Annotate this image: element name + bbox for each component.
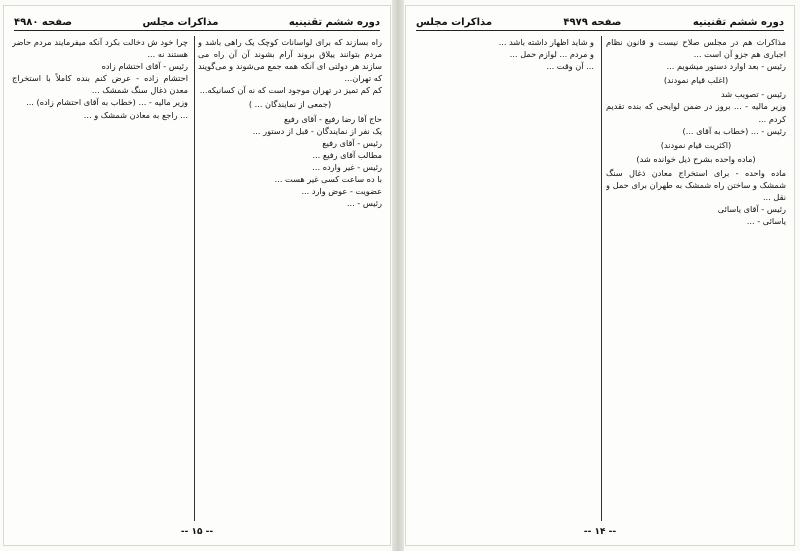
column-divider bbox=[601, 36, 602, 521]
text-paragraph: (ماده واحده بشرح ذیل خوانده شد) bbox=[636, 153, 756, 164]
right-title: مذاکرات مجلس bbox=[416, 16, 493, 28]
text-paragraph: عضویت - عوض وارد ... bbox=[301, 186, 382, 197]
speaker-line: رئیس - بعد اوارد دستور میشویم ... bbox=[666, 61, 786, 72]
speaker-line: رئیس - ... (خطاب به آقای ...) bbox=[682, 125, 786, 136]
text-paragraph: یک نفر از نمایندگان - قبل از دستور ... bbox=[252, 125, 382, 136]
text-paragraph: احتشام زاده - عرض کنم بنده کاملاً با استخراج معدن ذغال سنگ شمشک ... bbox=[12, 73, 188, 96]
speaker-line: حاج آقا رضا رفیع - آقای رفیع bbox=[284, 113, 382, 124]
text-paragraph: یاسائی - ... bbox=[746, 216, 786, 227]
text-paragraph: و مردم ... لوازم حمل ... bbox=[509, 49, 594, 60]
text-paragraph: کم کم تمیز در تهران موجود است که نه آن کسانیکه... bbox=[199, 85, 382, 96]
left-page-column-left bbox=[12, 36, 188, 521]
right-page-column-right bbox=[606, 36, 786, 521]
text-paragraph: ... راجع به معادن شمشک و ... bbox=[83, 109, 188, 120]
speaker-line: رئیس - آقای احتشام زاده bbox=[101, 61, 188, 72]
left-title: مذاکرات مجلس bbox=[142, 16, 219, 28]
text-paragraph: مطالب آقای رفیع ... bbox=[312, 149, 382, 160]
left-page bbox=[4, 6, 390, 545]
right-session: دوره ششم تقنینیه bbox=[692, 16, 784, 28]
text-paragraph: مذاکرات هم در مجلس صلاح نیست و قانون نظام اجباری هم جزو آن است ... bbox=[606, 37, 786, 60]
right-page-label: صفحه ۴۹۷۹ bbox=[563, 16, 622, 28]
text-paragraph: وزیر مالیه - ... بروز در ضمن لوایحی که بنده تقدیم کردم ... bbox=[606, 101, 786, 124]
left-page-column-right bbox=[198, 36, 382, 521]
text-paragraph: ماده واحده - برای استخراج معادن ذغال سنگ شمشک و ساختن راه شمشک به طهران برای حمل و نقل ... bbox=[606, 167, 786, 203]
text-paragraph: (اکثریت قیام نمودند) bbox=[660, 139, 732, 150]
text-paragraph: و شاید اظهار داشته باشد ... bbox=[498, 37, 594, 47]
text-paragraph: (جمعی از نمایندگان ... ) bbox=[248, 99, 332, 110]
left-folio: -- ۱۵ -- bbox=[180, 527, 214, 537]
text-paragraph: راه بسازند که برای لواسانات کوچک یک راهی باشد و مردم بتوانند ییلاق بروند آرام بشوند آن آن راه می سازند هر دولتی ای آنکه همه جمع می‌شوند و می‌گویند که تهران... bbox=[198, 37, 382, 84]
speaker-line: رئیس - آقای رفیع bbox=[322, 137, 382, 148]
right-page bbox=[406, 6, 794, 545]
column-divider bbox=[194, 36, 195, 521]
left-running-head bbox=[14, 14, 380, 31]
speaker-line: رئیس - آقای یاسائی bbox=[717, 204, 786, 215]
book-spine bbox=[392, 0, 404, 551]
speaker-line: رئیس - غیر وارده ... bbox=[312, 161, 382, 172]
text-paragraph: وزیر مالیه - ... (خطاب به آقای احتشام زاده) ... bbox=[26, 97, 188, 108]
text-paragraph: چرا خود ش دخالت بکرد آنکه میفرمایند مردم حاضر هستند نه ... bbox=[12, 37, 188, 60]
left-session: دوره ششم تقنینیه bbox=[288, 16, 380, 28]
speaker-line: رئیس - ... bbox=[346, 198, 382, 209]
right-running-head bbox=[416, 14, 784, 31]
text-paragraph: با ده ساعت کسی غیر هست ... bbox=[274, 174, 382, 185]
speaker-line: رئیس - تصویب شد bbox=[721, 89, 786, 100]
right-page-column-left bbox=[414, 36, 594, 521]
text-paragraph: (اغلب قیام نمودند) bbox=[663, 75, 729, 86]
left-page-label: صفحه ۴۹۸۰ bbox=[14, 16, 73, 28]
right-folio: -- ۱۴ -- bbox=[583, 527, 617, 537]
text-paragraph: ... آن وقت ... bbox=[546, 61, 594, 72]
